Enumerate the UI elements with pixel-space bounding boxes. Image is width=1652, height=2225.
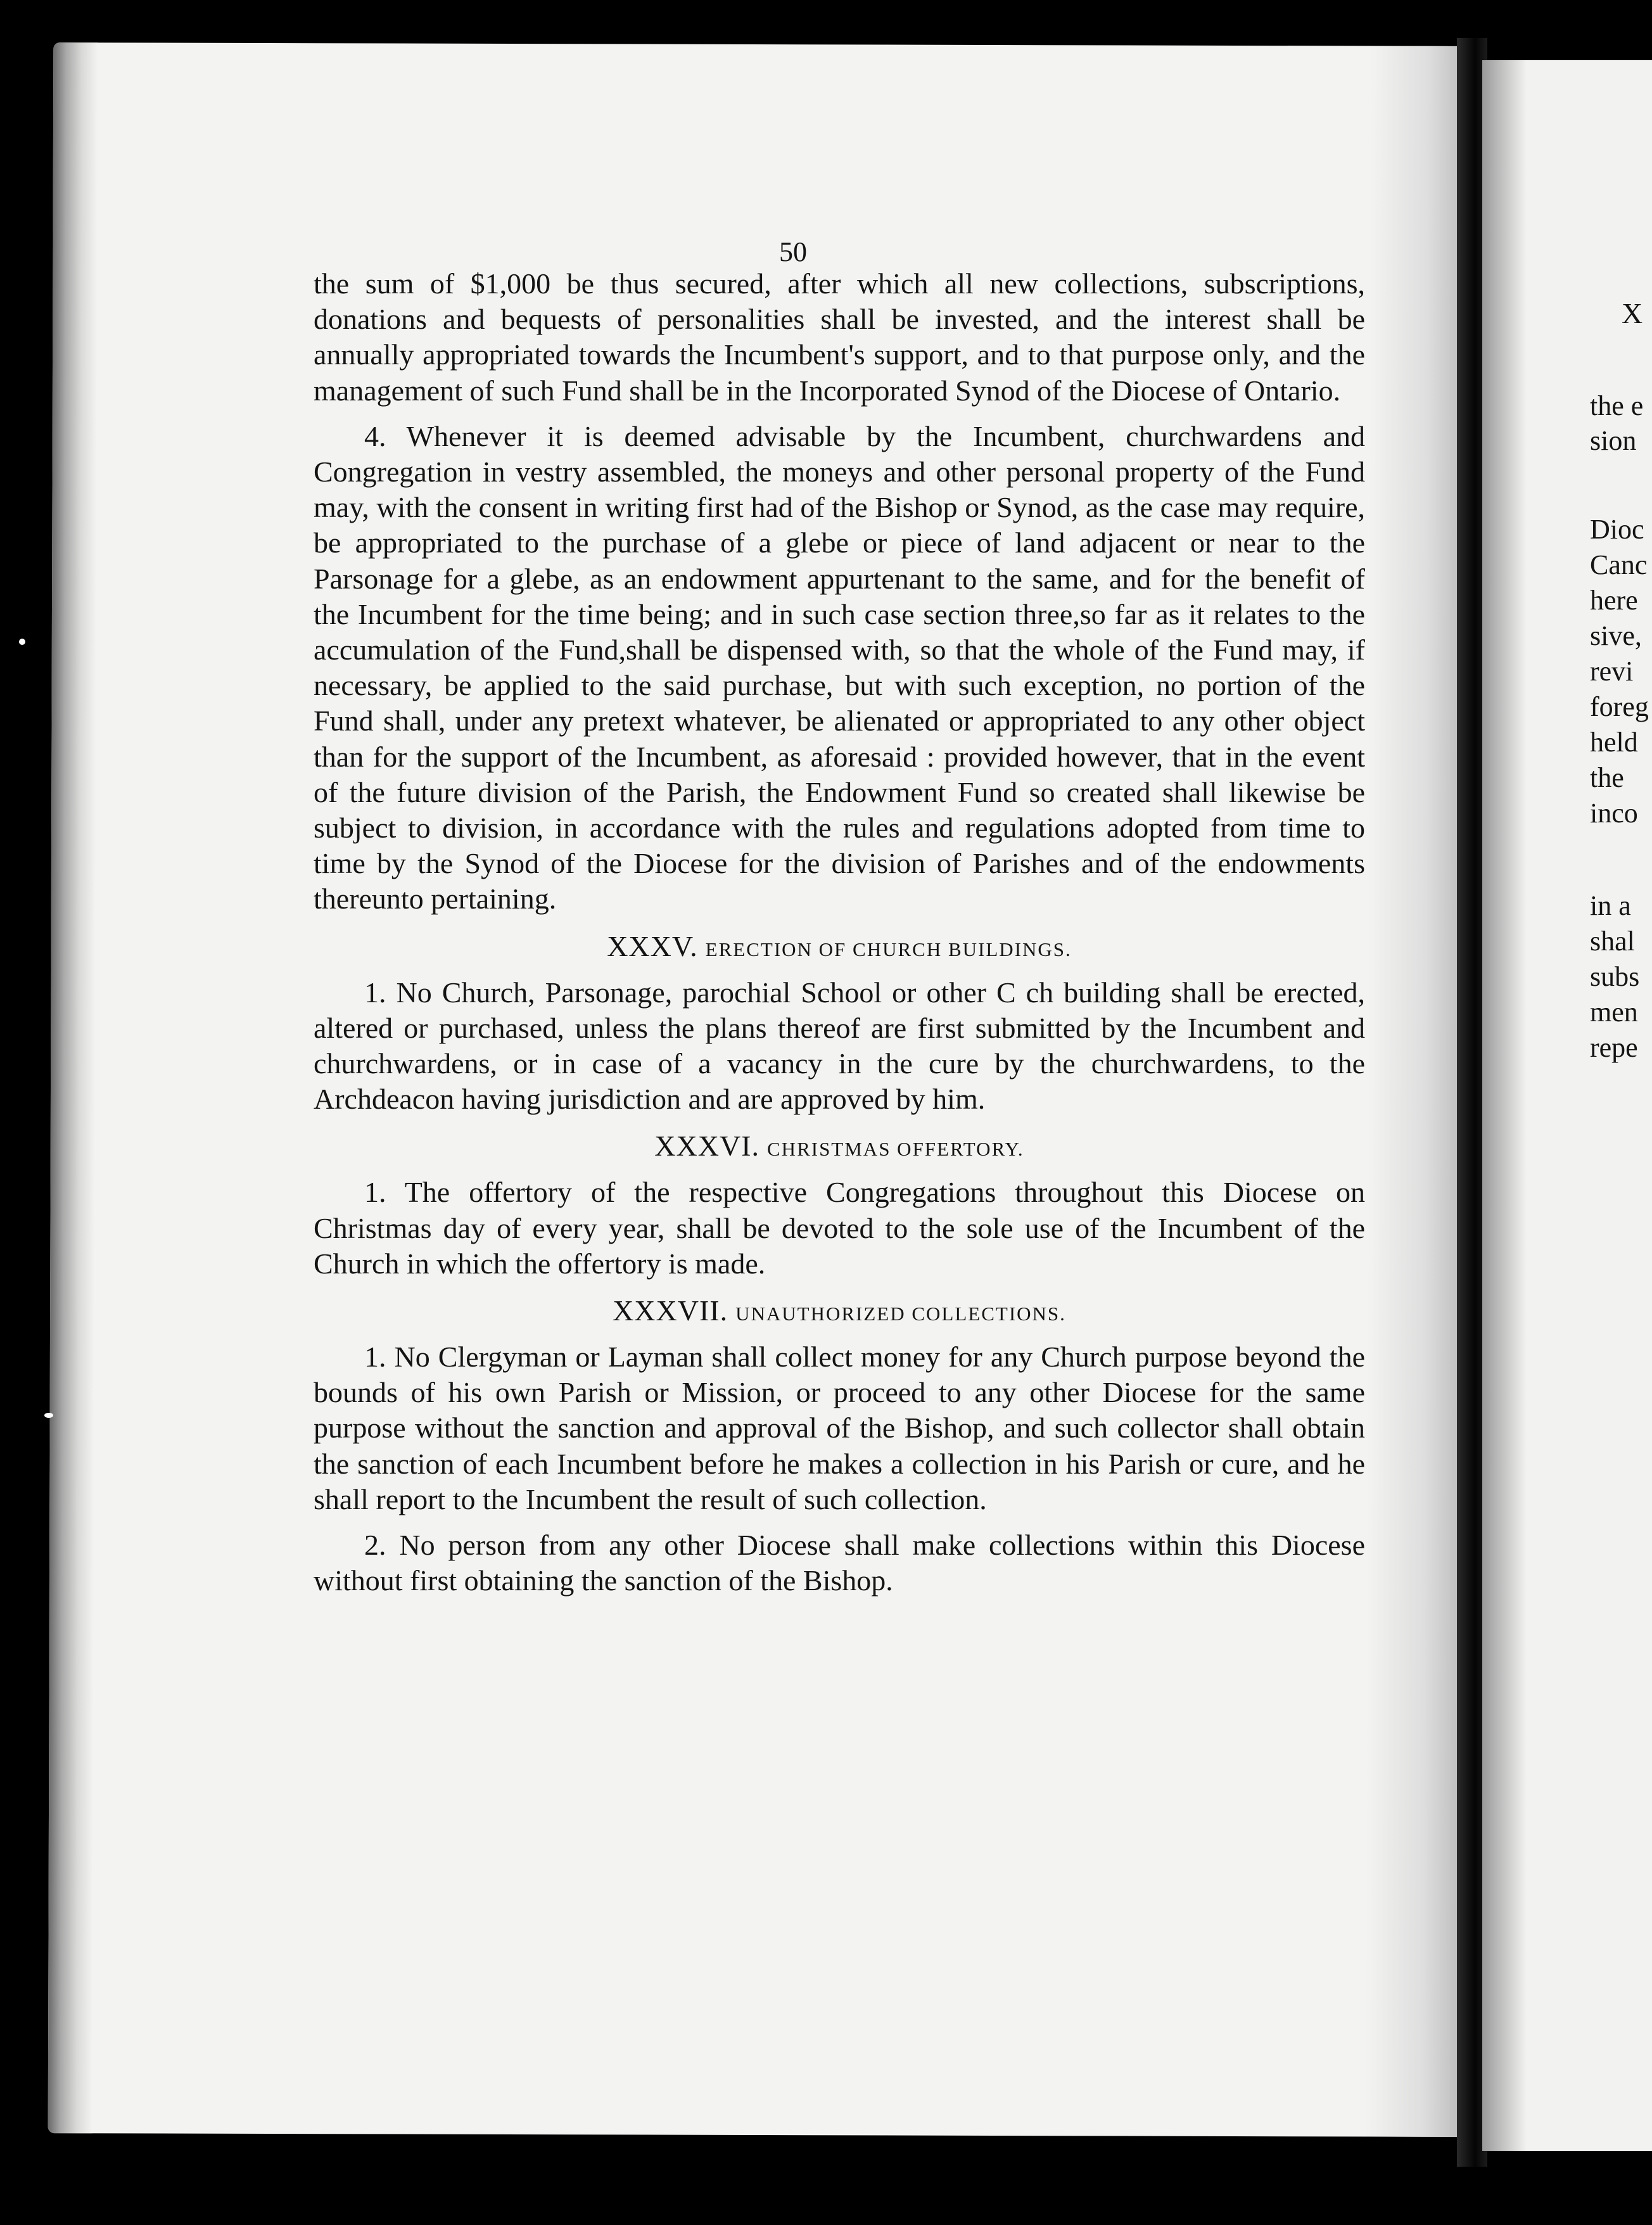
facing-page-line: subs — [1590, 961, 1640, 992]
right-page-shadow — [1482, 60, 1527, 2151]
scan-speck — [44, 1413, 53, 1418]
paragraph-other-diocese: 2. No person from any other Diocese shall make collections within this Diocese without first obtaining the sanction of the Bishop. — [314, 1529, 1365, 1597]
right-page — [1482, 60, 1652, 2151]
page-text — [314, 266, 1365, 1599]
facing-page-heading: X — [1622, 297, 1643, 329]
paragraph-unauthorized-collections: 1. No Clergyman or Layman shall collect money for any Church purpose beyond the bounds of his own Parish or Mission, or proceed to any other Diocese for the same purpose without the sanction and approval of the Bishop, and such collector shall obtain the sanction of each Incumbent before he makes a collection in his Parish or cure, and he shall report to the Incumbent the result of such collection. — [314, 1341, 1365, 1515]
paragraph-fund-continuation: the sum of $1,000 be thus secured, after which all new collections, subscriptions, donations and bequests of personalities shall be invested, and the interest shall be annually appropriated towards the Incumbent's support, and to that purpose only, and the management of such Fund shall be in the Incorporated Synod of the Diocese of Ontario. — [314, 267, 1365, 407]
section-heading-xxxvii — [314, 1293, 1365, 1332]
section-numeral: XXXVI. — [654, 1130, 759, 1163]
facing-page-line: in a — [1590, 890, 1631, 921]
facing-page-line: repe — [1590, 1032, 1638, 1063]
facing-page-line: men — [1590, 997, 1638, 1028]
scan-speck — [19, 639, 25, 645]
page-edge-shading — [48, 42, 98, 2133]
facing-page-line: the e — [1590, 390, 1644, 421]
facing-page-line: revi — [1590, 656, 1634, 687]
page-number: 50 — [779, 236, 807, 267]
facing-page-line: Dioc — [1590, 514, 1644, 545]
facing-page-line: inco — [1590, 798, 1638, 829]
section-title: UNAUTHORIZED COLLECTIONS. — [735, 1303, 1066, 1325]
section-title: CHRISTMAS OFFERTORY. — [767, 1138, 1024, 1161]
section-heading-xxxv — [314, 929, 1365, 967]
paragraph-christmas-offertory: 1. The offertory of the respective Congregations throughout this Diocese on Christmas day of every year, shall be devoted to the sole use of the Incumbent of the Church in which the offertory is made. — [314, 1176, 1365, 1280]
facing-page-line: foreg — [1590, 691, 1649, 722]
paragraph-glebe-purchase: 4. Whenever it is deemed advisable by the Incumbent, churchwardens and Congregation in vestry assembled, the moneys and other personal property of the Fund may, with the consent in writing first had of the Bishop or Synod, as the case may require, be appropriated to the purchase of a glebe or piece of land adjacent or near to the Parsonage for a glebe, as an endowment appurtenant to the same, and for the benefit of the Incumbent for the time being; and in such case section three,so far as it relates to the accumulation of the Fund,shall be dispensed with, so that the whole of the Fund may, if necessary, be applied to the said purchase, but with such exception, no portion of the Fund shall, under any pretext whatever, be alienated or appropriated to any other object than for the support of the Incumbent, as aforesaid : provided however, that in the event of the future division of the Parish, the Endowment Fund so created shall likewise be subject to division, in accordance with the rules and regulations adopted from time to time by the Synod of the Diocese for the division of Parishes and of the endowments thereunto pertaining. — [314, 419, 1365, 915]
facing-page-line: sion — [1590, 425, 1637, 456]
section-numeral: XXXVII. — [613, 1294, 728, 1327]
gutter-shadow — [1366, 46, 1466, 2137]
facing-page-line: Canc — [1590, 549, 1648, 580]
facing-page-line: here — [1590, 585, 1638, 616]
section-numeral: XXXV. — [607, 929, 698, 962]
facing-page-line: the — [1590, 762, 1624, 793]
facing-page-line: sive, — [1590, 620, 1642, 651]
paragraph-church-buildings: 1. No Church, Parsonage, parochial School or other C ch building shall be erected, altered or purchased, unless the plans thereof are first submitted by the Incumbent and churchwardens, or in case of a vacancy in the cure by the churchwardens, to the Archdeacon having jurisdiction and are approved by him. — [314, 976, 1365, 1116]
facing-page-line: shal — [1590, 926, 1635, 957]
section-heading-xxxvi — [314, 1128, 1365, 1167]
facing-page-line: held — [1590, 727, 1638, 758]
section-title: ERECTION OF CHURCH BUILDINGS. — [705, 938, 1072, 960]
